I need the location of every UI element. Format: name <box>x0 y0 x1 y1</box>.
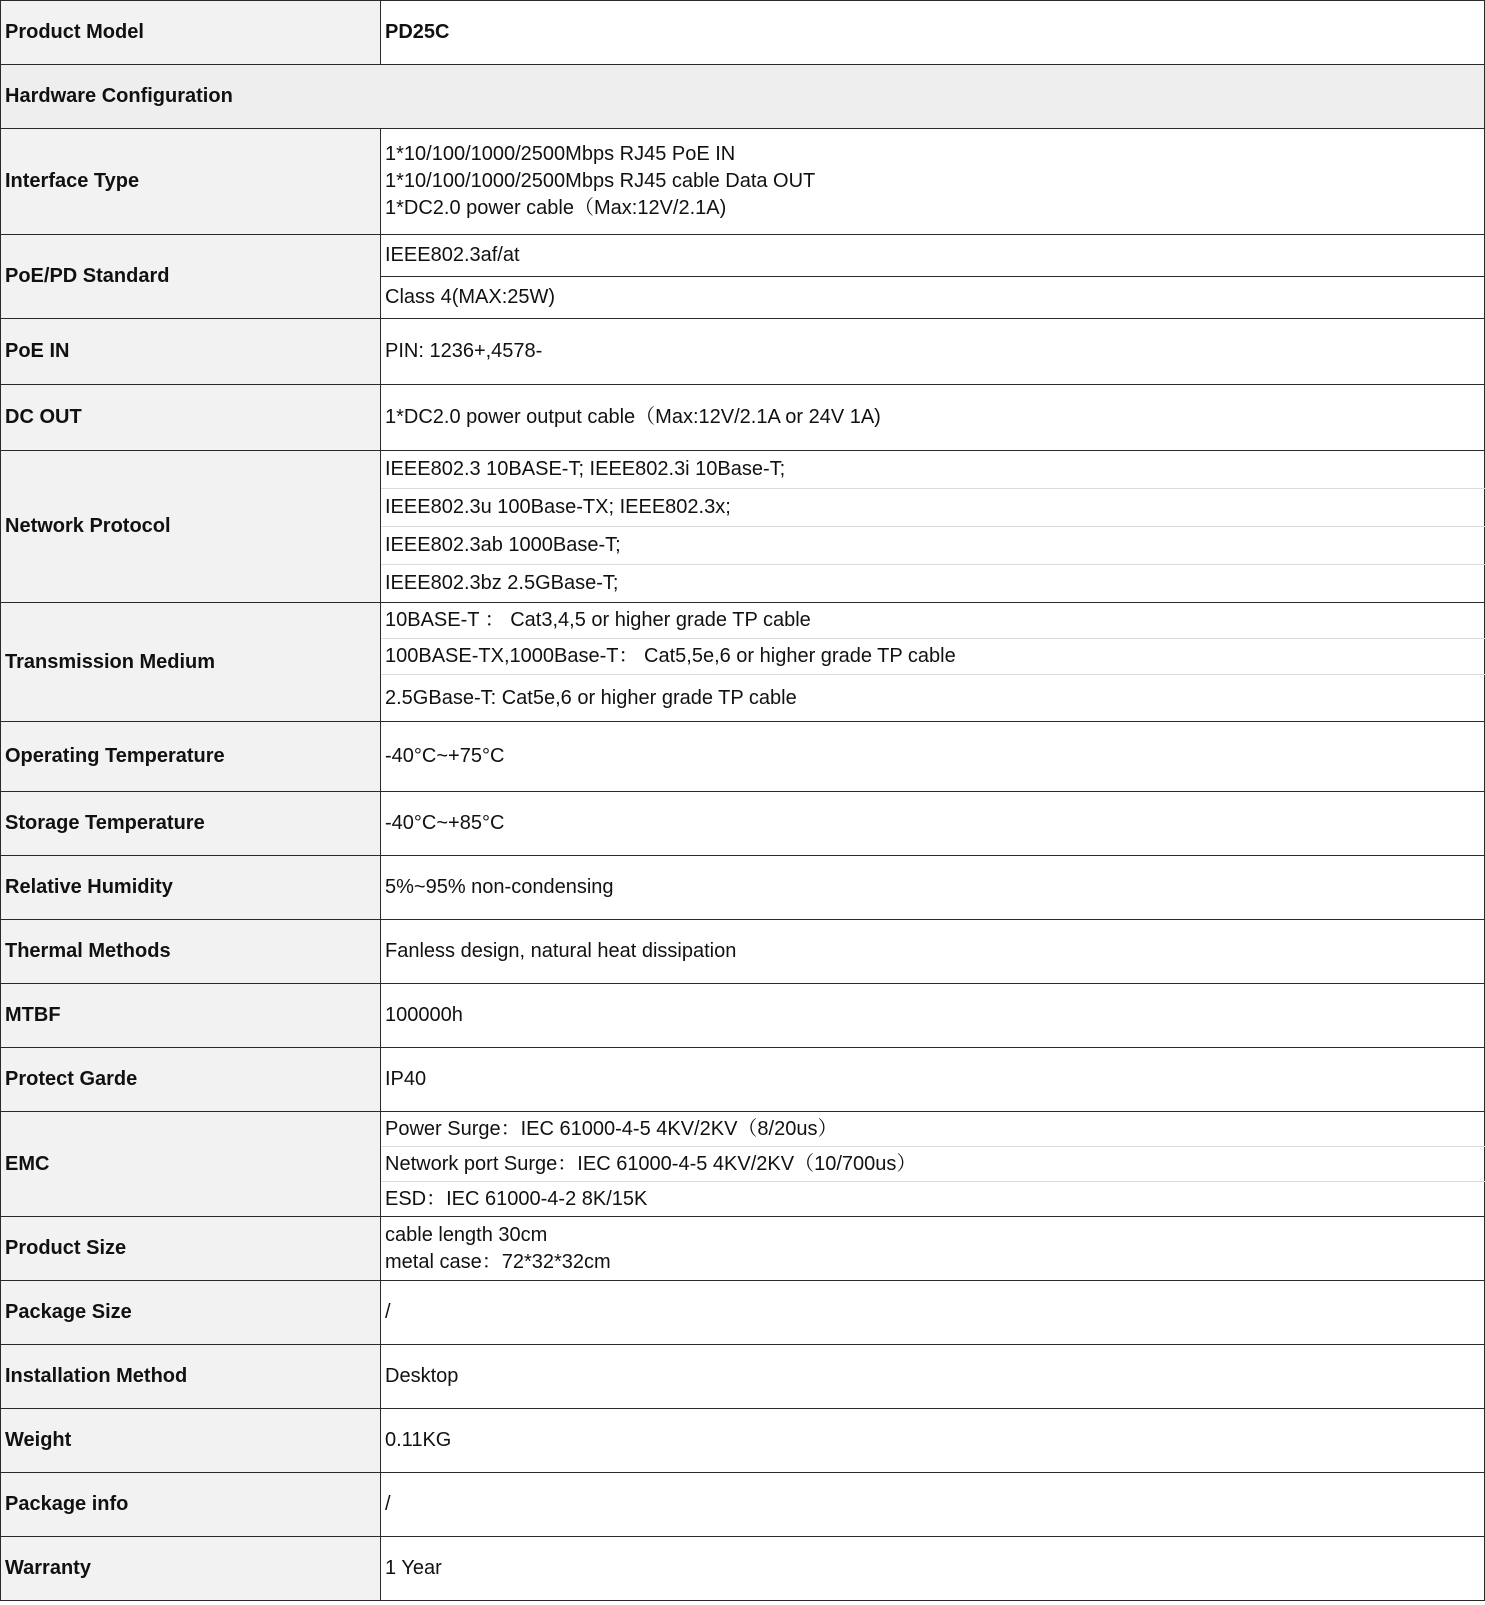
row-interface-type <box>1 129 1485 235</box>
label-weight: Weight <box>1 1409 381 1473</box>
label-storage-temperature: Storage Temperature <box>1 792 381 856</box>
value-emc: Network port Surge：IEC 61000-4-5 4KV/2KV（10/700us） <box>381 1147 1485 1182</box>
row-emc-1 <box>1 1112 1485 1147</box>
label-product-size: Product Size <box>1 1217 381 1281</box>
value-storage-temperature: -40°C~+85°C <box>381 792 1485 856</box>
value-poe-pd-class: Class 4(MAX:25W) <box>381 277 1485 319</box>
label-poe-pd-standard: PoE/PD Standard <box>1 235 381 319</box>
value-interface-type <box>381 129 1485 235</box>
label-transmission-medium: Transmission Medium <box>1 603 381 722</box>
value-product-model: PD25C <box>381 1 1485 65</box>
value-emc: ESD：IEC 61000-4-2 8K/15K <box>381 1182 1485 1217</box>
label-interface-type: Interface Type <box>1 129 381 235</box>
value-poe-pd-standard: IEEE802.3af/at <box>381 235 1485 277</box>
value-thermal-methods: Fanless design, natural heat dissipation <box>381 920 1485 984</box>
value-emc: Power Surge：IEC 61000-4-5 4KV/2KV（8/20us） <box>381 1112 1485 1147</box>
row-transmission-medium-1 <box>1 603 1485 639</box>
product-size-line: cable length 30cm <box>385 1223 548 1246</box>
row-installation-method <box>1 1345 1485 1409</box>
row-warranty <box>1 1537 1485 1601</box>
value-network-protocol: IEEE802.3u 100Base-TX; IEEE802.3x; <box>381 489 1485 527</box>
value-protect-grade: IP40 <box>381 1048 1485 1112</box>
section-hardware-configuration: Hardware Configuration <box>1 65 1485 129</box>
value-package-info: / <box>381 1473 1485 1537</box>
row-mtbf <box>1 984 1485 1048</box>
row-relative-humidity <box>1 856 1485 920</box>
value-warranty: 1 Year <box>381 1537 1485 1601</box>
label-poe-in: PoE IN <box>1 319 381 385</box>
label-emc: EMC <box>1 1112 381 1217</box>
row-poe-in <box>1 319 1485 385</box>
row-product-model <box>1 1 1485 65</box>
row-network-protocol-1 <box>1 451 1485 489</box>
label-relative-humidity: Relative Humidity <box>1 856 381 920</box>
label-package-size: Package Size <box>1 1281 381 1345</box>
value-network-protocol: IEEE802.3 10BASE-T; IEEE802.3i 10Base-T; <box>381 451 1485 489</box>
label-network-protocol: Network Protocol <box>1 451 381 603</box>
label-warranty: Warranty <box>1 1537 381 1601</box>
value-operating-temperature: -40°C~+75°C <box>381 722 1485 792</box>
interface-line: 1*10/100/1000/2500Mbps RJ45 cable Data OUT <box>385 170 816 192</box>
value-weight: 0.11KG <box>381 1409 1485 1473</box>
label-thermal-methods: Thermal Methods <box>1 920 381 984</box>
row-thermal-methods <box>1 920 1485 984</box>
row-product-size <box>1 1217 1485 1281</box>
label-dc-out: DC OUT <box>1 385 381 451</box>
label-installation-method: Installation Method <box>1 1345 381 1409</box>
interface-line: 1*DC2.0 power cable（Max:12V/2.1A) <box>385 197 727 219</box>
row-storage-temperature <box>1 792 1485 856</box>
row-hardware-section <box>1 65 1485 129</box>
value-mtbf: 100000h <box>381 984 1485 1048</box>
interface-line: 1*10/100/1000/2500Mbps RJ45 PoE IN <box>385 143 736 165</box>
label-mtbf: MTBF <box>1 984 381 1048</box>
row-package-info <box>1 1473 1485 1537</box>
label-product-model: Product Model <box>1 1 381 65</box>
value-poe-in: PIN: 1236+,4578- <box>381 319 1485 385</box>
value-transmission-medium: 2.5GBase-T: Cat5e,6 or higher grade TP cable <box>381 675 1485 722</box>
row-weight <box>1 1409 1485 1473</box>
value-dc-out: 1*DC2.0 power output cable（Max:12V/2.1A or 24V 1A) <box>381 385 1485 451</box>
row-poe-pd-standard-1 <box>1 235 1485 277</box>
value-installation-method: Desktop <box>381 1345 1485 1409</box>
row-operating-temperature <box>1 722 1485 792</box>
label-protect-grade: Protect Garde <box>1 1048 381 1112</box>
value-network-protocol: IEEE802.3bz 2.5GBase-T; <box>381 565 1485 603</box>
row-protect-grade <box>1 1048 1485 1112</box>
value-transmission-medium: 10BASE-T ： Cat3,4,5 or higher grade TP cable <box>381 603 1485 639</box>
label-operating-temperature: Operating Temperature <box>1 722 381 792</box>
product-size-line: metal case：72*32*32cm <box>385 1250 611 1273</box>
value-package-size: / <box>381 1281 1485 1345</box>
value-transmission-medium: 100BASE-TX,1000Base-T： Cat5,5e,6 or higher grade TP cable <box>381 639 1485 675</box>
row-package-size <box>1 1281 1485 1345</box>
label-package-info: Package info <box>1 1473 381 1537</box>
value-network-protocol: IEEE802.3ab 1000Base-T; <box>381 527 1485 565</box>
value-relative-humidity: 5%~95% non-condensing <box>381 856 1485 920</box>
value-product-size <box>381 1217 1485 1281</box>
row-dc-out <box>1 385 1485 451</box>
